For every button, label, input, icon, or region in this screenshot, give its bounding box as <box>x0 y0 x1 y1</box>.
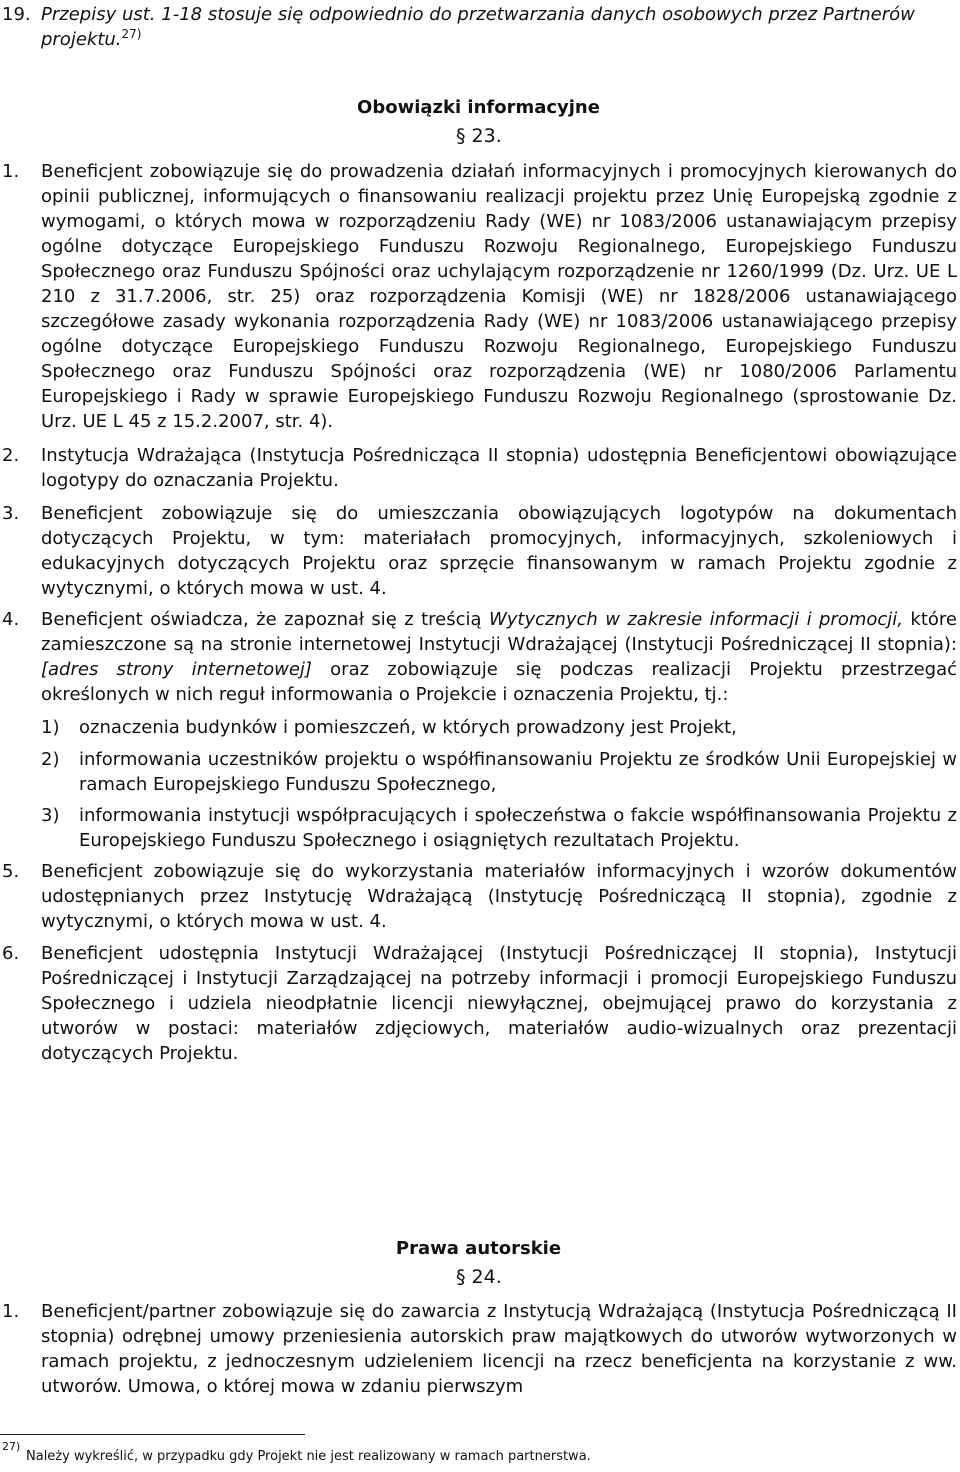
clause-text: Beneficjent/partner zobowiązuje się do zawarcia z Instytucją Wdrażającą (Instytucja Pośredniczącą II stopnia) odrębnej umowy przeniesienia autorskich praw majątkowych do utworów wytworzonych w ramach projektu, z jednoczesnym udzieleniem licencji na rzecz beneficjenta na korzystanie z ww. utworów. Umowa, o której mowa w zdaniu pierwszym <box>41 1301 957 1397</box>
clause-number: 1. <box>2 1301 20 1322</box>
section-heading: Prawa autorskie <box>395 1238 562 1259</box>
clause-3 <box>0 501 957 601</box>
clause-text: Beneficjent oświadcza, że zapoznał się z treścią Wytycznych w zakresie informacji i promocji, które zamieszczone są na stronie internetowej Instytucji Wdrażającej (Instytucji Pośredniczącej II stopnia): [adres strony internetowej] oraz zobowiązuje się podczas realizacji Projektu przestrzegać określonych w nich reguł informowania o Projekcie i oznaczenia Projektu, tj.: <box>41 609 958 705</box>
clause-text: Beneficjent zobowiązuje się do umieszczania obowiązujących logotypów na dokumentach dotyczących Projektu, w tym: materiałach promocyjnych, informacyjnych, szkoleniowych i edukacyjnych dotyczących Projektu oraz sprzęcie finansowanym w ramach Projektu zgodnie z wytycznymi, o których mowa w ust. 4. <box>41 503 957 599</box>
footnote-mark: 27) <box>2 1440 21 1453</box>
clause-text: Instytucja Wdrażająca (Instytucja Pośrednicząca II stopnia) udostępnia Beneficjentowi obowiązujące logotypy do oznaczania Projektu. <box>41 445 957 491</box>
clause-number: 2. <box>2 445 20 466</box>
clause-number: 1. <box>2 161 20 182</box>
footnote <box>0 1440 950 1465</box>
clause-number: 3. <box>2 503 20 524</box>
subclause-2 <box>41 747 957 797</box>
section-heading: Obowiązki informacyjne <box>357 97 600 118</box>
subclause-text: informowania uczestników projektu o współfinansowaniu Projektu ze środków Unii Europejskiej w ramach Europejskiego Funduszu Społecznego, <box>79 749 957 795</box>
clause-6 <box>0 941 957 1066</box>
paragraph-number: § 24. <box>456 1266 502 1288</box>
clause-text: Przepisy ust. 1-18 stosuje się odpowiednio do przetwarzania danych osobowych przez Partnerów projektu. <box>41 4 915 50</box>
subclause-text: oznaczenia budynków i pomieszczeń, w których prowadzony jest Projekt, <box>79 717 737 738</box>
clause-4 <box>0 607 957 707</box>
clause-1 <box>0 159 957 434</box>
subclause-text: informowania instytucji współpracujących i społeczeństwa o fakcie współfinansowania Projektu z Europejskiego Funduszu Społecznego i osiągniętych rezultatach Projektu. <box>79 805 957 851</box>
footnote-reference: 27) <box>121 27 142 41</box>
clause-number: 19. <box>2 4 31 25</box>
footnote-text: Należy wykreślić, w przypadku gdy Projekt nie jest realizowany w ramach partnerstwa. <box>26 1449 591 1464</box>
clause-text: Beneficjent zobowiązuje się do prowadzenia działań informacyjnych i promocyjnych kierowanych do opinii publicznej, informujących o finansowaniu realizacji projektu przez Unię Europejską zgodnie z wymogami, o których mowa w rozporządzeniu Rady (WE) nr 1083/2006 ustanawiającym przepisy ogólne dotyczące Europejskiego Funduszu Rozwoju Regionalnego, Europejskiego Funduszu Społecznego oraz Funduszu Spójności oraz uchylającym rozporządzenie nr 1260/1999 (Dz. Urz. UE L 210 z 31.7.2006, str. 25) oraz rozporządzenia Komisji (WE) nr 1828/2006 ustanawiającego szczegółowe zasady wykonania rozporządzenia Rady (WE) nr 1083/2006 ustanawiającego przepisy ogólne dotyczące Europejskiego Funduszu Rozwoju Regionalnego, Europejskiego Funduszu Społecznego oraz Funduszu Spójności oraz rozporządzenia (WE) nr 1080/2006 Parlamentu Europejskiego i Rady w sprawie Europejskiego Funduszu Rozwoju Regionalnego (sprostowanie Dz. Urz. UE L 45 z 15.2.2007, str. 4). <box>41 161 957 432</box>
clause-1-copyright <box>0 1299 957 1399</box>
subclause-number: 1) <box>41 717 60 738</box>
clause-text: Beneficjent zobowiązuje się do wykorzystania materiałów informacyjnych i wzorów dokumentów udostępnianych przez Instytucję Wdrażającą (Instytucję Pośredniczącą II stopnia), zgodnie z wytycznymi, o których mowa w ust. 4. <box>41 861 957 932</box>
subclause-1 <box>41 715 957 740</box>
website-placeholder: [adres strony internetowej] <box>41 659 312 680</box>
clause-2 <box>0 443 957 493</box>
guidelines-title: Wytycznych w zakresie informacji i promocji, <box>488 609 904 630</box>
clause-5 <box>0 859 957 934</box>
clause-19 <box>0 2 957 52</box>
subclause-3 <box>41 803 957 853</box>
paragraph-number: § 23. <box>456 125 502 147</box>
clause-number: 6. <box>2 943 20 964</box>
clause-text: Beneficjent udostępnia Instytucji Wdrażającej (Instytucji Pośredniczącej II stopnia), Instytucji Pośredniczącej i Instytucji Zarządzającej na potrzeby informacji i promocji Europejskiego Funduszu Społecznego i udziela nieodpłatnie licencji niewyłącznej, obejmującej prawo do korzystania z utworów w postaci: materiałów zdjęciowych, materiałów audio-wizualnych oraz prezentacji dotyczących Projektu. <box>41 943 957 1064</box>
clause-number: 4. <box>2 609 20 630</box>
subclause-number: 2) <box>41 749 60 770</box>
subclause-number: 3) <box>41 805 60 826</box>
clause-number: 5. <box>2 861 20 882</box>
footnote-separator <box>0 1434 305 1435</box>
